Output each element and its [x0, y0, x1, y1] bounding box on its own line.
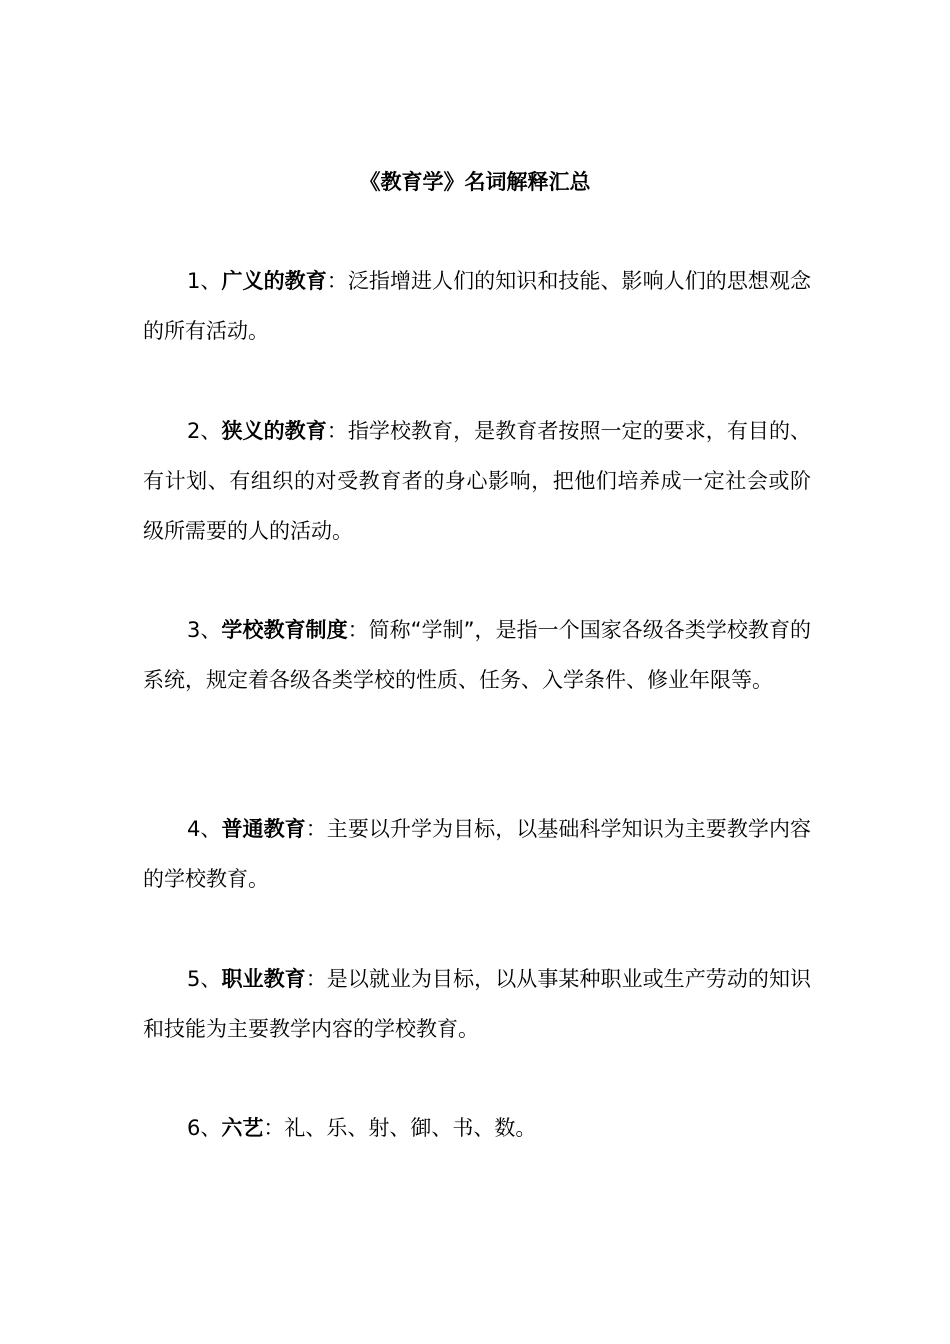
- entry-separator: ：: [347, 618, 369, 642]
- entry-separator: ：: [263, 1116, 285, 1140]
- entry-number: 4、: [187, 817, 222, 841]
- entry-number: 6、: [187, 1116, 222, 1140]
- entry-definition: 指学校教育，是教育者按照一定的要求，有目的、有计划、有组织的对受教育者的身心影响，把他们培养成一定社会或阶级所需要的人的活动。: [143, 419, 812, 543]
- definition-entry: [143, 406, 811, 556]
- entry-number: 3、: [187, 618, 222, 642]
- definition-entry: [143, 1103, 811, 1153]
- entry-term: 职业教育: [221, 967, 306, 991]
- entry-definition: 泛指增进人们的知识和技能、影响人们的思想观念的所有活动。: [143, 269, 812, 343]
- entry-definition: 简称“学制”，是指一个国家各级各类学校教育的系统，规定着各级各类学校的性质、任务、入学条件、修业年限等。: [143, 618, 811, 692]
- entry-separator: ：: [326, 419, 348, 443]
- entry-definition: 礼、乐、射、御、书、数。: [284, 1116, 537, 1140]
- entry-separator: ：: [305, 967, 327, 991]
- entry-term: 六艺: [221, 1116, 264, 1140]
- entry-term: 学校教育制度: [221, 618, 348, 642]
- entry-term: 普通教育: [221, 817, 306, 841]
- definition-entry: [143, 804, 811, 904]
- definition-entry: [143, 954, 811, 1054]
- entry-term: 广义的教育: [221, 269, 327, 293]
- entry-number: 1、: [187, 269, 222, 293]
- entry-definition: 主要以升学为目标，以基础科学知识为主要教学内容的学校教育。: [143, 817, 812, 891]
- entry-separator: ：: [326, 269, 348, 293]
- entry-term: 狭义的教育: [221, 419, 327, 443]
- entry-definition: 是以就业为目标，以从事某种职业或生产劳动的知识和技能为主要教学内容的学校教育。: [143, 967, 812, 1041]
- definition-entry: [143, 256, 811, 356]
- entry-separator: ：: [305, 817, 327, 841]
- entry-number: 2、: [187, 419, 222, 443]
- document-title: 《教育学》名词解释汇总: [359, 170, 591, 194]
- entry-number: 5、: [187, 967, 222, 991]
- definition-entry: [143, 605, 811, 705]
